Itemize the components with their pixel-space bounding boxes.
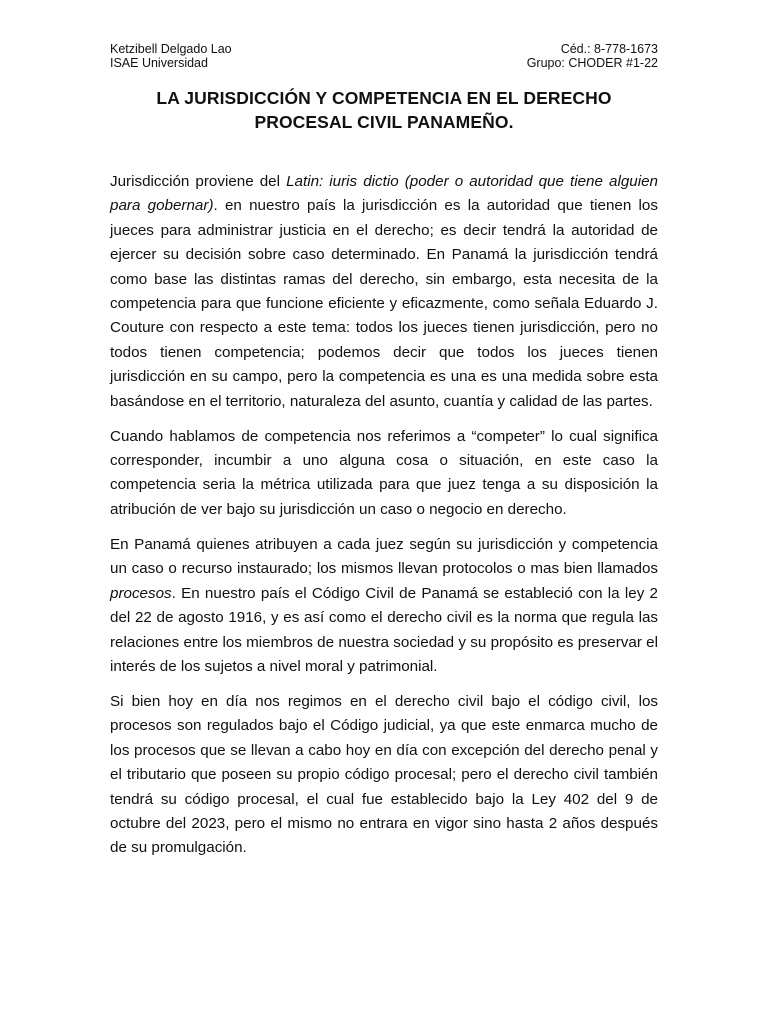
document-title xyxy=(110,86,658,134)
paragraph-3-italic: procesos xyxy=(110,584,172,602)
header-row-1 xyxy=(110,42,658,56)
paragraph-3-text-b: . En nuestro país el Código Civil de Panamá se estableció con la ley 2 del 22 de agosto 1916, y es así como el derecho civil es la norma que regula las relaciones entre los miembros de nuestra sociedad y su propósito es preservar el interés de los sujetos a nivel moral y patrimonial. xyxy=(110,584,658,675)
paragraph-1-text-a: Jurisdicción proviene del xyxy=(110,173,287,190)
paragraph-3-text-a: En Panamá quienes atribuyen a cada juez según su jurisdicción y competencia un caso o recurso instaurado; los mismos llevan protocolos o mas bien llamados xyxy=(110,535,658,578)
document-body xyxy=(110,170,658,871)
paragraph-1-text-b: . en nuestro país la jurisdicción es la autoridad que tienen los jueces para administrar justicia en el derecho; es decir tendrá la autoridad de ejercer su decisión sobre caso determinado. En Panamá la jurisdicción tendrá como base las distintas ramas del derecho, sin embargo, esta necesita de la competencia para que funcione eficiente y eficazmente, como señala Eduardo J. Couture con respecto a este tema: todos los jueces tienen jurisdicción, pero no todos tienen competencia; podemos decir que todos los jueces tienen jurisdicción en su campo, pero la competencia es una es una medida sobre esta basándose en el territorio, naturaleza del asunto, cuantía y calidad de las partes. xyxy=(110,197,658,410)
paragraph-3 xyxy=(110,533,658,679)
id-number: Céd.: 8-778-1673 xyxy=(560,42,658,56)
paragraph-1-italic: Latin: iuris dictio (poder o autoridad que tiene alguien para gobernar) xyxy=(110,173,658,215)
title-line-2: PROCESAL CIVIL PANAMEÑO. xyxy=(254,112,514,132)
institution-name: ISAE Universidad xyxy=(110,56,208,70)
document-header xyxy=(110,42,658,70)
paragraph-2: Cuando hablamos de competencia nos referimos a “competer” lo cual significa corresponder, incumbir a uno alguna cosa o situación, en este caso la competencia seria la métrica utilizada para que juez tenga a su disposición la atribución de ver bajo su jurisdicción un caso o negocio en derecho. xyxy=(110,427,658,518)
author-name: Ketzibell Delgado Lao xyxy=(110,42,232,56)
header-row-2 xyxy=(110,56,658,70)
title-line-1: LA JURISDICCIÓN Y COMPETENCIA EN EL DERECHO xyxy=(156,88,612,108)
group-code: Grupo: CHODER #1-22 xyxy=(526,56,658,70)
paragraph-4: Si bien hoy en día nos regimos en el derecho civil bajo el código civil, los procesos son regulados bajo el Código judicial, ya que este enmarca mucho de los procesos que se llevan a cabo hoy en día con excepción del derecho penal y el tributario que poseen su propio código procesal; pero el derecho civil también tendrá su código procesal, el cual fue establecido bajo la Ley 402 del 9 de octubre del 2023, pero el mismo no entrara en vigor sino hasta 2 años después de su promulgación. xyxy=(110,692,658,857)
paragraph-1 xyxy=(110,170,658,414)
